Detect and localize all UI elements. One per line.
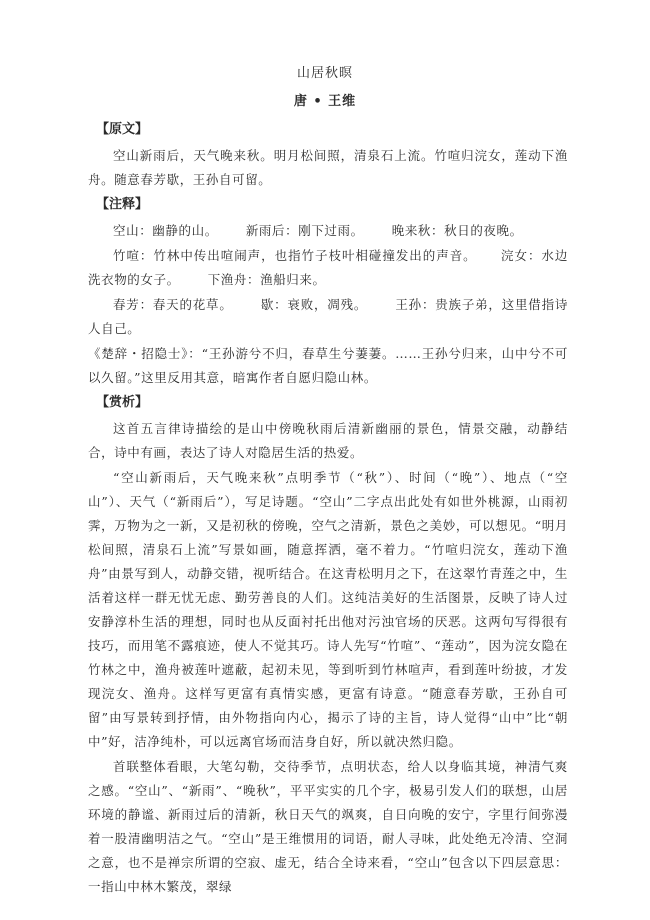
note-item: 春芳：春天的花草。 bbox=[113, 297, 233, 312]
notes-chuci-quote: 《楚辞・招隐士》：“王孙游兮不归，春草生兮萋萋。……王孙兮归来，山中兮不可以久留。”这里反用其意，暗寓作者自愿归隐山林。 bbox=[88, 346, 568, 385]
notes-line-1 bbox=[88, 219, 568, 243]
section-heading-original: 【原文】 bbox=[96, 122, 149, 137]
note-item: 浣女：水边洗衣物的女子。 bbox=[88, 248, 568, 287]
section-heading-notes: 【注释】 bbox=[96, 197, 149, 212]
analysis-paragraph: “空山新雨后，天气晚来秋”点明季节（“秋”）、时间（“晚”）、地点（“空山”）、天气（“新雨后”），写足诗题。“空山”二字点出此处有如世外桃源，山雨初霁，万物为之一新，又是初秋的傍晚，空气之清新，景色之美妙，可以想见。“明月松间照，清泉石上流”写景如画，随意挥洒，毫不着力。“竹喧归浣女，莲动下渔舟”由景写到人，动静交错，视听结合。在这青松明月之下，在这翠竹青莲之中，生活着这样一群无忧无虑、勤劳善良的人们。这纯洁美好的生活图景，反映了诗人过安静淳朴生活的理想，同时也从反面衬托出他对污浊官场的厌恶。这两句写得很有技巧，而用笔不露痕迹，使人不觉其巧。诗人先写“竹喧”、“莲动”，因为浣女隐在竹林之中，渔舟被莲叶遮蔽，起初未见，等到听到竹林喧声，看到莲叶纷披，才发现浣女、渔舟。这样写更富有真情实感，更富有诗意。“随意春芳歇，王孙自可留”由写景转到抒情，由外物指向内心，揭示了诗的主旨，诗人觉得“山中”比“朝中”好，洁净纯朴，可以远离官场而洁身自好，所以就决然归隐。 bbox=[88, 470, 568, 749]
note-item: 王孙：贵族子弟，这里借指诗人自己。 bbox=[88, 297, 568, 336]
note-item: 下渔舟：渔船归来。 bbox=[207, 272, 326, 287]
note-item: 晚来秋：秋日的夜晚。 bbox=[391, 223, 523, 238]
notes-line-2 bbox=[88, 244, 568, 292]
notes-line-3 bbox=[88, 293, 568, 341]
note-item: 歇：衰败，凋残。 bbox=[260, 297, 368, 312]
poem-title: 山居秋暝 bbox=[296, 66, 353, 81]
section-heading-analysis: 【赏析】 bbox=[96, 395, 149, 410]
analysis-paragraph: 这首五言律诗描绘的是山中傍晚秋雨后清新幽丽的景色，情景交融，动静结合，诗中有画，表达了诗人对隐居生活的热爱。 bbox=[88, 421, 568, 460]
note-item: 新雨后：刚下过雨。 bbox=[245, 223, 364, 238]
poem-author: 唐 • 王维 bbox=[293, 94, 357, 109]
original-text: 空山新雨后，天气晚来秋。明月松间照，清泉石上流。竹喧归浣女，莲动下渔舟。随意春芳歇，王孙自可留。 bbox=[88, 148, 568, 187]
document-body bbox=[88, 118, 568, 900]
analysis-paragraph: 首联整体看眼，大笔勾勒，交待季节，点明状态，给人以身临其境，神清气爽之感。“空山”、“新雨”、“晚秋”，平平实实的几个字，极易引发人们的联想，山居环境的静谧、新雨过后的清新，秋日天气的飒爽，自日向晚的安宁，字里行间弥漫着一股清幽明洁之气。“空山”是王维惯用的词语，耐人寻味，此处绝无冷清、空洞之意，也不是禅宗所谓的空寂、虚无，结合全诗来看，“空山”包含以下四层意思：一指山中林木繁茂，翠绿 bbox=[88, 759, 568, 894]
note-item: 竹喧：竹林中传出喧闹声，也指竹子枝叶相碰撞发出的声音。 bbox=[113, 248, 477, 263]
note-item: 空山：幽静的山。 bbox=[113, 223, 218, 238]
